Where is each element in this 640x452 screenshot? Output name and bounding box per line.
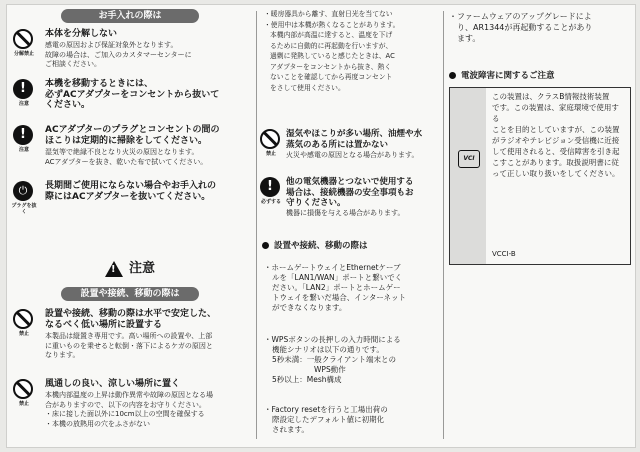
- icon-label: 注意: [18, 147, 29, 153]
- body-line: 本機内部が高温に達すると、温度を下げ: [270, 31, 393, 39]
- caution-body: [45, 391, 259, 429]
- install-section-header: 設置や接続、移動の際は: [61, 287, 199, 301]
- prohibited-icon: [260, 129, 280, 149]
- bullet-line: ・ホームゲートウェイとEthernetケーブ: [264, 263, 401, 272]
- icon-label: 禁止: [265, 151, 276, 157]
- title-line: ほこりは定期的に掃除をしてください。: [45, 135, 208, 146]
- bullet-line: 際設定したデフォルト値に初期化: [272, 415, 385, 424]
- title-line: 長期間ご使用にならない場合やお手入れの: [45, 181, 217, 191]
- icon-label: 分解禁止: [13, 51, 34, 57]
- caution-title: 本体を分解しない: [45, 29, 118, 39]
- section-title: 電波障害に関するご注意: [461, 71, 555, 81]
- icon-label: 必ずする: [260, 199, 281, 205]
- vcci-notice-text: [492, 91, 626, 179]
- bullet-line: ます。: [457, 34, 481, 43]
- install-bullet-ethernet: [264, 263, 440, 313]
- column-right: [443, 5, 635, 447]
- title-line: 本機を移動するときには、: [45, 79, 154, 89]
- icon-label: 注意: [18, 101, 29, 107]
- vcci-notice-box: [449, 87, 631, 265]
- caution-body: [45, 332, 259, 361]
- title-line: 湿気やほこりが多い場所、油煙や水: [286, 129, 423, 139]
- plug-icon: ⏻: [13, 181, 33, 201]
- column-middle: [256, 5, 442, 447]
- notice-line: がラジオやテレビジョン受信機に近接: [492, 136, 620, 145]
- install-notes-heading: [262, 241, 368, 251]
- care-section-header: お手入れの際は: [61, 9, 199, 23]
- bullet-line: トウェイを繋いだ場合、インターネット: [272, 293, 407, 302]
- title-line: ください。: [45, 100, 91, 110]
- caution-title: [286, 129, 442, 150]
- body-line: 機器に損傷を与える場合があります。: [286, 209, 405, 217]
- caution-title: [45, 379, 259, 390]
- vcci-class-label: VCCI-B: [492, 250, 516, 258]
- bullet-line: されます。: [272, 425, 309, 434]
- body-line: に重いものを乗せると転倒・落下によるケガの原因と: [45, 341, 213, 350]
- bullet-line: 5秒未満：一般クライアント端末との: [272, 355, 397, 364]
- prohibited-icon: [13, 309, 33, 329]
- notice-line: この装置は、クラスB情報技術装置: [492, 92, 610, 101]
- exclamation-icon: !: [260, 177, 280, 197]
- body-line: ご相談ください。: [45, 60, 101, 68]
- body-line: ないことを確認してから再度コンセント: [270, 73, 393, 81]
- caution-body: [286, 209, 442, 219]
- icon-label: 禁止: [18, 331, 29, 337]
- title-line: 場合は、接続機器の安全事項もお: [286, 187, 414, 198]
- body-line: なります。: [45, 351, 80, 359]
- title-line: 蒸気のある所には置かない: [286, 139, 389, 150]
- body-line: 湿気等で絶縁不良となり火災の原因となります。: [45, 148, 199, 156]
- title-line: 守りください。: [286, 198, 346, 208]
- install-bullet-wps: [264, 335, 440, 385]
- body-line: ・床に接した面以外に10cm以上の空間を確保する: [45, 410, 205, 418]
- body-line: アダプターをコンセントから抜き、熱く: [270, 62, 392, 71]
- bullet-dot-icon: [449, 72, 456, 79]
- title-line: 際にはACアダプターを抜いてください。: [45, 191, 211, 202]
- caution-body: [45, 41, 255, 70]
- bullet-line: り、AR1344が再起動することがあり: [457, 23, 593, 32]
- firmware-bullet: [449, 11, 633, 44]
- bullet-line: ださい。「LAN2」ポートとホームゲー: [272, 283, 401, 292]
- no-disassemble-icon: [13, 29, 33, 49]
- column-left: [7, 5, 255, 447]
- caution-title: [45, 125, 259, 146]
- body-line: るために自動的に再起動を行いますが、: [270, 41, 393, 50]
- body-line: ・暖房器具から離す、直射日光を当てない: [264, 10, 393, 18]
- notice-line: ことを目的としていますが、この装置: [492, 125, 620, 134]
- caution-title: [45, 309, 259, 330]
- title-line: 他の電気機器とつないで使用する: [286, 177, 414, 187]
- interference-heading: [449, 71, 555, 81]
- caution-title: [286, 177, 442, 209]
- warning-title: 注意: [129, 261, 156, 276]
- section-title: 設置や接続、移動の際は: [274, 241, 368, 251]
- body-line: 過剰に発熱していると感じたときは、AC: [270, 52, 395, 60]
- bullet-line: ・ファームウェアのアップグレードによ: [449, 12, 592, 21]
- body-line: 火災や感電の原因となる場合があります。: [286, 151, 419, 159]
- warning-triangle-icon: !: [105, 261, 123, 277]
- bullet-line: ができなくなります。: [272, 303, 347, 312]
- caution-title: [45, 79, 259, 111]
- vcci-logo-icon: VCI: [458, 150, 480, 168]
- body-line: 本製品は縦置き専用です。高い場所への設置や、上部: [45, 332, 213, 340]
- exclamation-icon: !: [13, 125, 33, 145]
- manual-page: [6, 4, 636, 448]
- icon-label: プラグを抜く: [11, 203, 37, 215]
- caution-body: [45, 148, 259, 167]
- icon-label: 禁止: [18, 401, 29, 407]
- body-line: 合がありますので、以下の内容をお守りください。: [45, 400, 206, 409]
- body-line: ・使用中は本機が熱くなることがあります。: [264, 20, 400, 29]
- body-line: 本機内部温度の上昇は動作異常や故障の原因となる場: [45, 391, 213, 399]
- body-line: ACアダプターを抜き、乾いた布で拭いてください。: [45, 157, 208, 166]
- body-line: 故障の場合は、ご加入のカスタマーセンターに: [45, 50, 192, 59]
- title-line: ACアダプターのプラグとコンセントの間の: [45, 125, 220, 135]
- notice-line: して使用されると、受信障害を引き起: [492, 147, 620, 156]
- warning-heading: [105, 257, 155, 277]
- body-line: ・本機の放熱用の穴をふさがない: [45, 419, 150, 428]
- caution-title: [45, 181, 259, 202]
- notice-line: って正しい取り扱いをしてください。: [492, 169, 620, 178]
- body-line: 感電の原因および保証対象外となります。: [45, 41, 178, 49]
- title-line: 風通しの良い、涼しい場所に置く: [45, 379, 181, 389]
- bullet-line: ルを「LAN1/WAN」ポートと繋いでく: [272, 273, 403, 282]
- body-line: をさして使用ください。: [270, 83, 345, 92]
- bullet-line: ・WPSボタンの長押しの入力時間による: [264, 335, 401, 344]
- title-line: 必ずACアダプターをコンセントから抜いて: [45, 89, 220, 100]
- install-bullet-factory-reset: [264, 405, 440, 435]
- notice-line: こすことがあります。取扱説明書に従: [492, 158, 619, 167]
- title-line: 設置や接続、移動の際は水平で安定した、: [45, 309, 217, 319]
- caution-body: [286, 151, 442, 161]
- notice-line: です。この装置は、家庭環境で使用する: [492, 103, 619, 123]
- prohibited-icon: [13, 379, 33, 399]
- ventilation-continued: [264, 9, 440, 93]
- bullet-line: ・Factory resetを行うと工場出荷の: [264, 405, 388, 414]
- bullet-dot-icon: [262, 242, 269, 249]
- bullet-line: 機能シナリオは以下の通りです。: [272, 345, 384, 354]
- exclamation-icon: !: [13, 79, 33, 99]
- bullet-line: WPS動作: [314, 365, 346, 374]
- vcci-side-panel: [450, 88, 486, 264]
- bullet-line: 5秒以上：Mesh構成: [272, 375, 342, 384]
- title-line: なるべく低い場所に設置する: [45, 319, 163, 330]
